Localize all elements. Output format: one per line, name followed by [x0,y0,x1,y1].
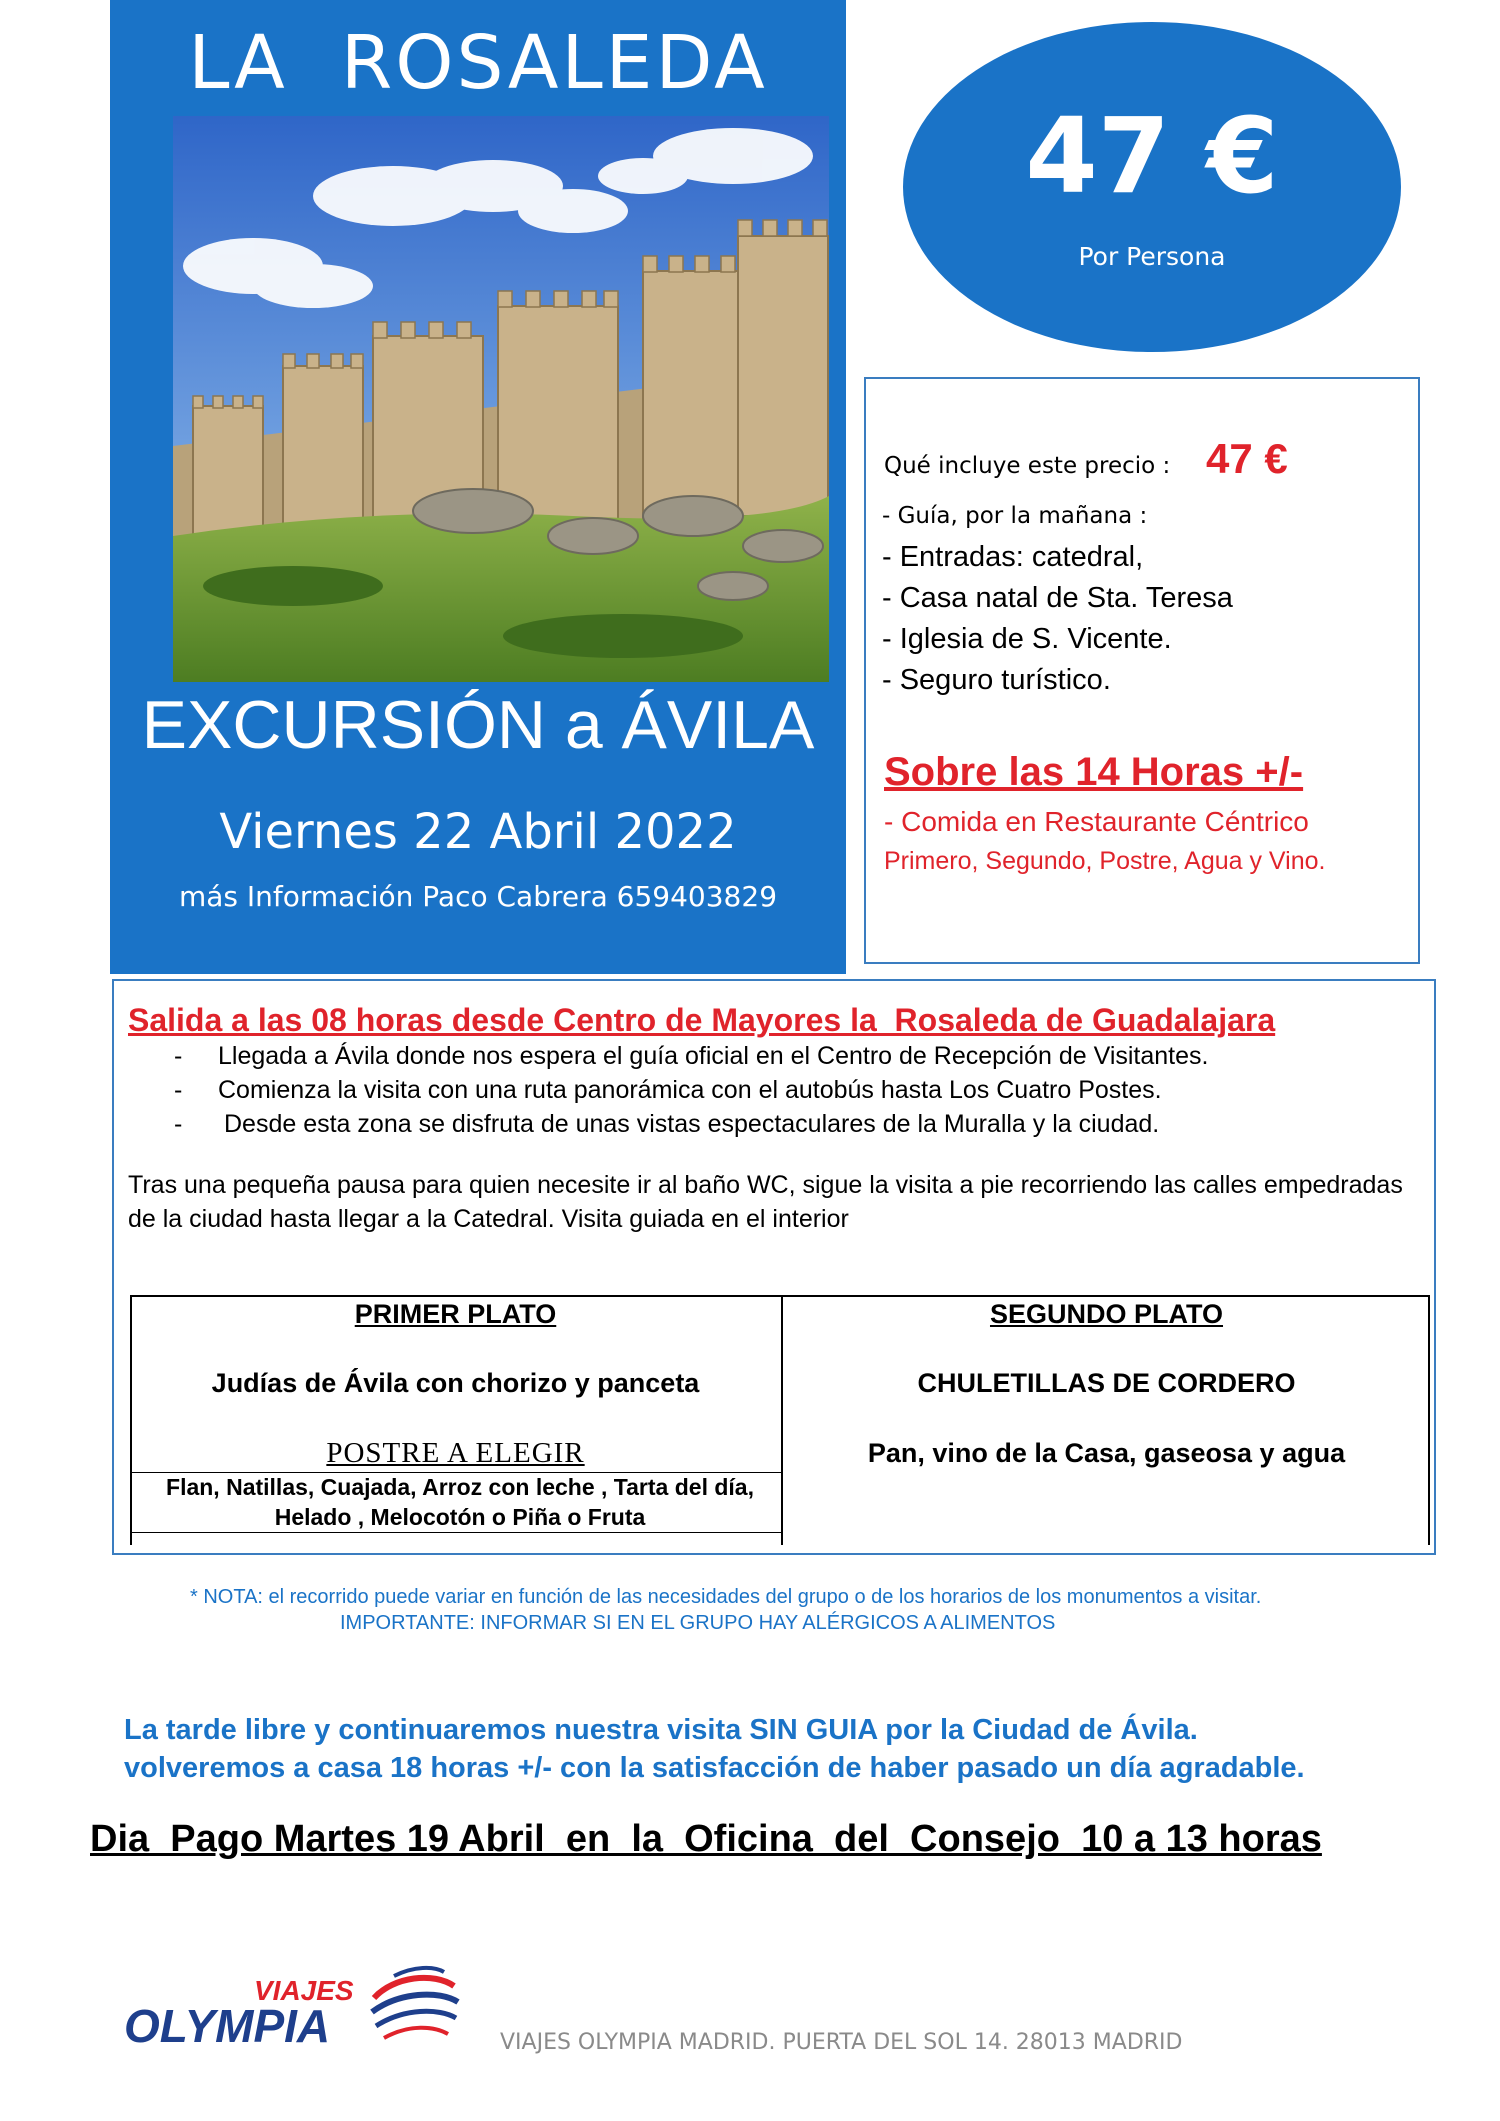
bullet-marker: - [174,1110,183,1138]
itinerary-paragraph: Tras una pequeña pausa para quien necesite ir al baño WC, sigue la visita a pie recorriendo las calles empedradas de la ciudad hasta llegar a la Catedral. Visita guiada en el interior [128,1171,1403,1233]
includes-item: - Entradas: catedral, [882,541,1144,573]
includes-item: - Seguro turístico. [882,664,1111,696]
bullet-marker: - [174,1076,183,1104]
footer-address: VIAJES OLYMPIA MADRID. PUERTA DEL SOL 14. 28013 MADRID [500,2030,1183,2055]
logo-text-top: VIAJES [254,1975,354,2006]
avila-walls-photo [173,116,829,682]
itinerary-bullet: Llegada a Ávila donde nos espera el guía oficial en el Centro de Recepción de Visitantes. [218,1042,1209,1070]
itinerary-heading: Salida a las 08 horas desde Centro de Mayores la Rosaleda de Guadalajara [128,1002,1276,1038]
includes-item: - Iglesia de S. Vicente. [882,623,1172,655]
first-course-dish: Judías de Ávila con chorizo y panceta [211,1368,700,1398]
menu-extras: Pan, vino de la Casa, gaseosa y agua [867,1438,1346,1468]
includes-guide: - Guía, por la mañana : [882,503,1148,529]
payment-info: Dia Pago Martes 19 Abril en la Oficina del Consejo 10 a 13 horas [90,1818,1322,1860]
divider [130,1532,782,1533]
note-allergies: IMPORTANTE: INFORMAR SI EN EL GRUPO HAY ALÉRGICOS A ALIMENTOS [340,1612,1056,1634]
olympia-logo [124,1958,476,2058]
second-course-dish: CHULETILLAS DE CORDERO [917,1368,1296,1398]
closing-line: volveremos a casa 18 horas +/- con la satisfacción de haber pasado un día agradable. [124,1752,1305,1784]
lunch-heading: Sobre las 14 Horas +/- [884,750,1304,794]
excursion-title: EXCURSIÓN a ÁVILA [141,687,815,763]
second-course-title: SEGUNDO PLATO [989,1299,1224,1329]
lunch-line: Primero, Segundo, Postre, Agua y Vino. [884,847,1326,875]
excursion-date: Viernes 22 Abril 2022 [219,804,737,860]
bullet-marker: - [174,1042,183,1070]
first-course-title: PRIMER PLATO [354,1299,557,1329]
closing-line: La tarde libre y continuaremos nuestra visita SIN GUIA por la Ciudad de Ávila. [124,1714,1198,1746]
dessert-options: Flan, Natillas, Cuajada, Arroz con leche , Tarta del día, Helado , Melocotón o Piña o Fruta [166,1474,754,1530]
itinerary-bullet: Comienza la visita con una ruta panorámica con el autobús hasta Los Cuatro Postes. [218,1076,1162,1104]
includes-item: - Casa natal de Sta. Teresa [882,582,1233,614]
price-note: Por Persona [1078,242,1226,271]
contact-info: más Información Paco Cabrera 659403829 [178,880,778,913]
logo-text-bottom: OLYMPIA [124,2000,331,2052]
itinerary-bullet: Desde esta zona se disfruta de unas vistas espectaculares de la Muralla y la ciudad. [224,1110,1160,1138]
lunch-line: - Comida en Restaurante Céntrico [884,806,1309,837]
dessert-title: POSTRE A ELEGIR [326,1437,585,1469]
price-value: 47 € [1025,95,1279,217]
includes-label: Qué incluye este precio : [884,453,1171,479]
includes-price: 47 € [1206,435,1288,482]
globe-icon [372,1964,458,2048]
note-route: * NOTA: el recorrido puede variar en función de las necesidades del grupo o de los horarios de los monumentos a visitar. [190,1586,1262,1608]
page-title: LA ROSALEDA [188,20,768,106]
menu-divider [781,1295,783,1545]
